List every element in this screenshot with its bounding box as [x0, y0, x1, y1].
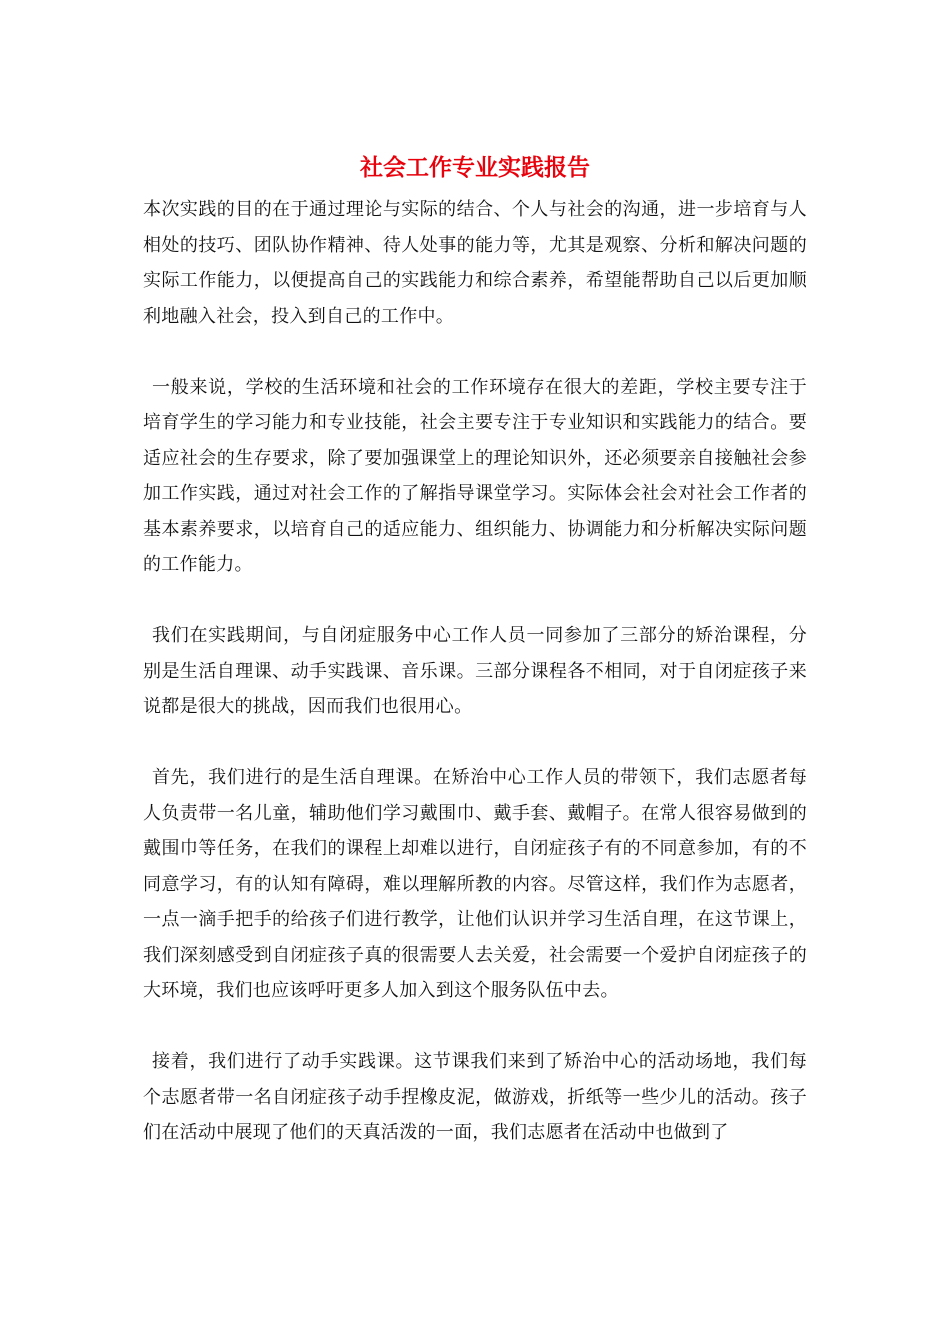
document-body [143, 192, 807, 1186]
paragraph-purpose: 本次实践的目的在于通过理论与实际的结合、个人与社会的沟通，进一步培育与人相处的技巧、团队协作精神、待人处事的能力等，尤其是观察、分析和解决问题的实际工作能力，以便提高自己的实践能力和综合素养，希望能帮助自己以后更加顺利地融入社会，投入到自己的工作中。 [143, 199, 807, 327]
paragraph-self-care-class: 首先，我们进行的是生活自理课。在矫治中心工作人员的带领下，我们志愿者每人负责带一名儿童，辅助他们学习戴围巾、戴手套、戴帽子。在常人很容易做到的戴围巾等任务，在我们的课程上却难以进行，自闭症孩子有的不同意参加，有的不同意学习，有的认知有障碍，难以理解所教的内容。尽管这样，我们作为志愿者，一点一滴手把手的给孩子们进行教学，让他们认识并学习生活自理，在这节课上，我们深刻感受到自闭症孩子真的很需要人去关爱，社会需要一个爱护自闭症孩子的大环境，我们也应该呼吁更多人加入到这个服务队伍中去。 [143, 767, 807, 1001]
paragraph-hands-on-class: 接着，我们进行了动手实践课。这节课我们来到了矫治中心的活动场地，我们每个志愿者带一名自闭症孩子动手捏橡皮泥，做游戏，折纸等一些少儿的活动。孩子们在活动中展现了他们的天真活泼的一面，我们志愿者在活动中也做到了 [143, 1051, 807, 1143]
document-title: 社会工作专业实践报告 [360, 154, 590, 181]
paragraph-courses-overview: 我们在实践期间，与自闭症服务中心工作人员一同参加了三部分的矫治课程，分别是生活自理课、动手实践课、音乐课。三部分课程各不相同，对于自闭症孩子来说都是很大的挑战，因而我们也很用心。 [143, 625, 807, 717]
paragraph-school-vs-society: 一般来说，学校的生活环境和社会的工作环境存在很大的差距，学校主要专注于培育学生的学习能力和专业技能，社会主要专注于专业知识和实践能力的结合。要适应社会的生存要求，除了要加强课堂上的理论知识外，还必须要亲自接触社会参加工作实践，通过对社会工作的了解指导课堂学习。实际体会社会对社会工作者的基本素养要求，以培育自己的适应能力、组织能力、协调能力和分析解决实际问题的工作能力。 [143, 376, 807, 575]
